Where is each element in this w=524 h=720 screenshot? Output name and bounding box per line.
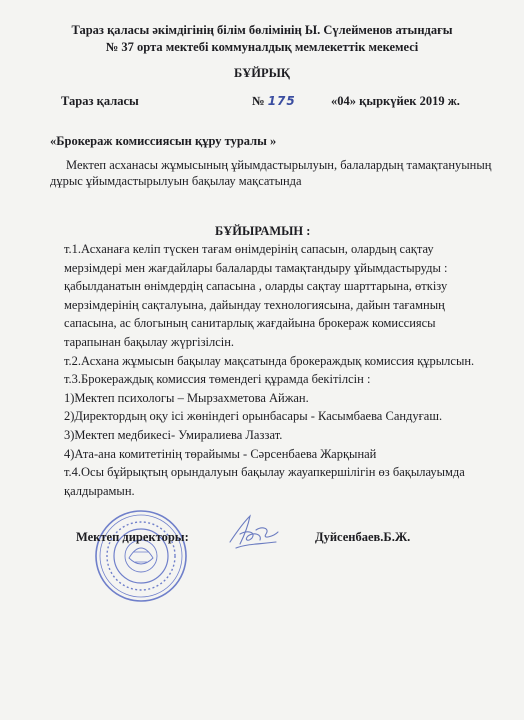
body-line: т.4.Осы бұйрықтың орындалуын бақылау жауапкершілігін өз бақылауымда [64,465,465,480]
number-sign: № [252,94,265,108]
body-line: т.2.Асхана жұмысын бақылау мақсатында брокераждық комиссия құрылсын. [64,353,475,368]
order-number [252,93,296,109]
document-type: БҰЙРЫҚ [234,66,290,80]
order-body [64,240,484,500]
body-line: 2)Директордың оқу ісі жөніндегі орынбасары - Касымбаева Сандуғаш. [64,409,443,424]
body-line: мерзімдері мен жағдайлары балаларды тамақтандыру ұйымдастыруды : [64,260,448,275]
header-line-2: № 37 орта мектебі коммуналдық мемлекеттік мекемесі [105,40,419,54]
header-line-1: Тараз қаласы әкімдігінің білім бөлімінің Ы. Сүлейменов атындағы [71,23,453,37]
body-line: мерзімдерінің сақталуына, дайындау технологиясына, дайын тағамның [64,297,445,312]
body-line: т.1.Асханаға келіп түскен тағам өнімдерінің сапасын, олардың сақтау [64,242,434,256]
body-line: қалдырамын. [64,483,135,498]
signatory-title: Мектеп директоры: [76,530,189,544]
round-school-seal-icon [93,508,189,604]
order-date: «04» қыркүйек 2019 ж. [331,94,460,108]
body-line: 4)Ата-ана комитетінің төрайымы - Сәрсенбаева Жарқынай [64,446,377,461]
body-line: тарапынан бақылау жүргізілсін. [64,334,235,349]
preamble-line-1: Мектеп асханасы жұмысының ұйымдастырылуын, балалардың тамақтануының [66,158,492,172]
order-heading: БҰЙЫРАМЫН : [215,224,311,238]
body-line: 3)Мектеп медбикесі- Умиралиева Лаззат. [64,427,283,442]
preamble-line-2: дұрыс ұйымдастырылуын бақылау мақсатында [50,174,302,188]
body-line: сапасына, ас блогының санитарлық жағдайына брокераж комиссиясы [64,316,436,331]
body-line: қабылданатын өнімдердің сапасына , оларды сақтау шарттарына, өткізу [64,279,448,294]
city: Тараз қаласы [61,94,139,108]
handwritten-signature-icon [226,510,282,554]
signatory-name: Дуйсенбаев.Б.Ж. [315,530,411,544]
handwritten-number: 175 [267,94,296,108]
order-subject: «Брокераж комиссиясын құру туралы » [50,134,277,148]
body-line: 1)Мектеп психологы – Мырзахметова Айжан. [64,390,309,405]
body-line: т.3.Брокераждық комиссия төмендегі құрамда бекітілсін : [64,372,371,387]
